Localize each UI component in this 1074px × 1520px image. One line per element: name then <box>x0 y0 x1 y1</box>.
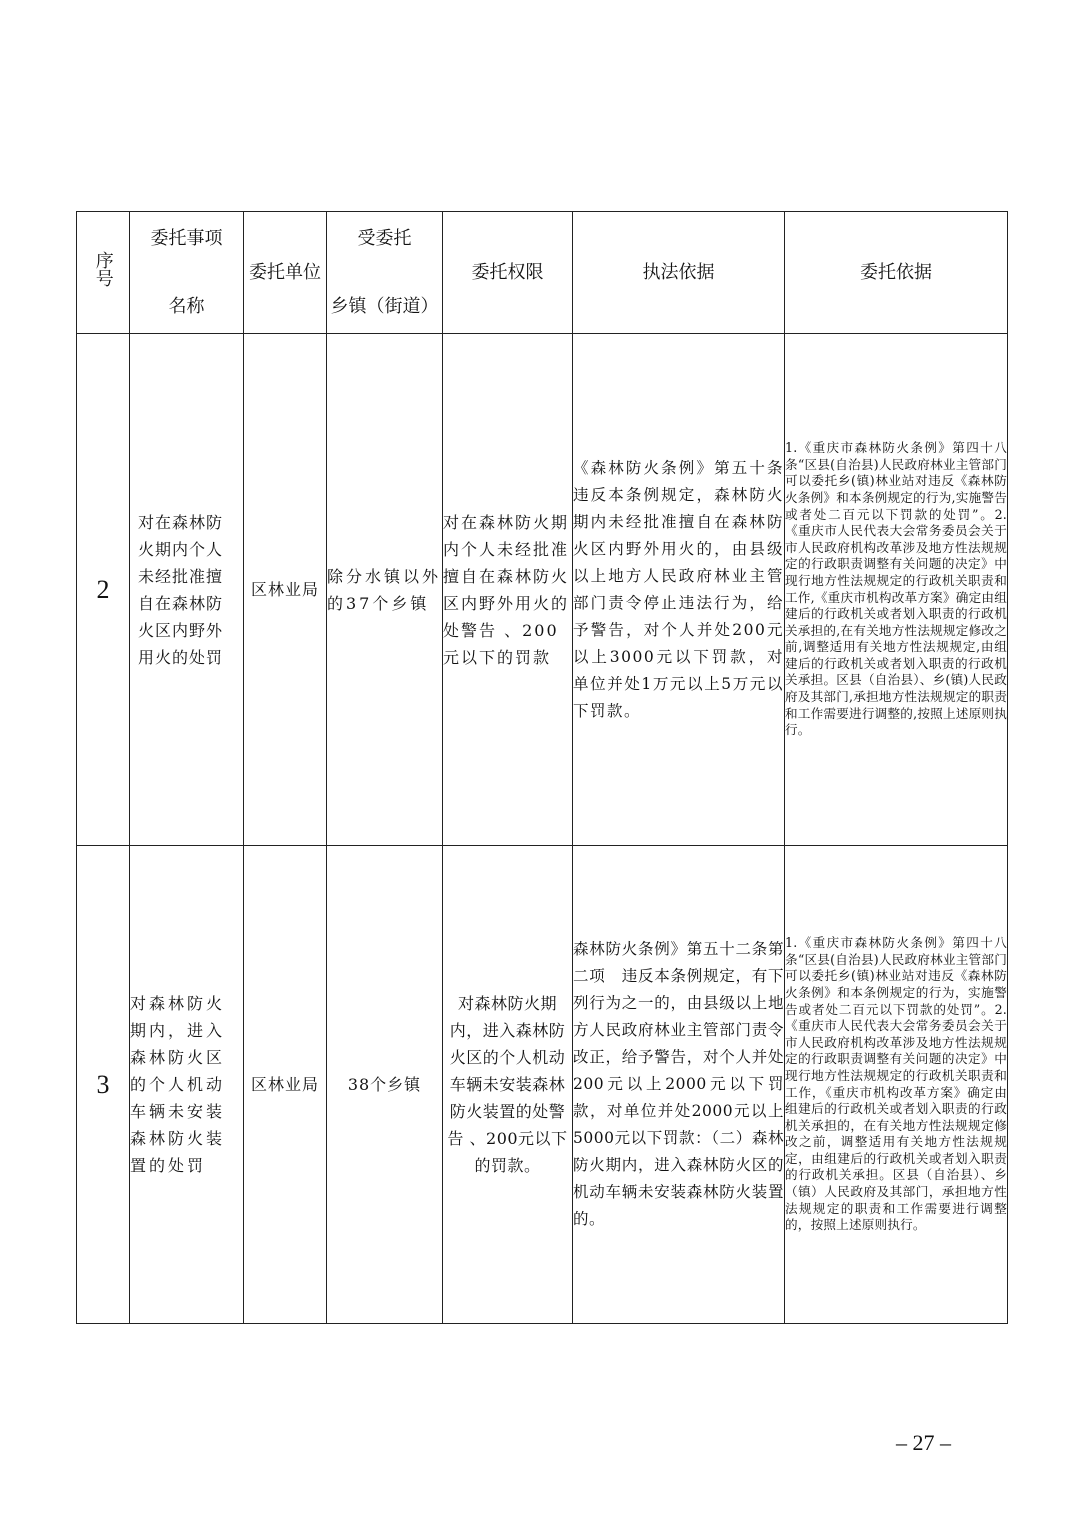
row-entrust-basis: 1.《重庆市森林防火条例》第四十八条“区县(自治县)人民政府林业主管部门可以委托乡(镇)林业站对违反《森林防火条例》和本条例规定的行为,实施警告或者处二百元以下罚款的处罚”。2.《重庆市人民代表大会常务委员会关于市人民政府机构改革涉及地方性法规规定的行政职责调整有关问题的决定》中现行地方性法规规定的行政机关职责和工作,《重庆市机构改革方案》确定由组建后的行政机关或者划入职责的行政机关承担的,在有关地方性法规规定修改之前,调整适用有关地方性法规规定,由组建后的行政机关或者划入职责的行政机关承担。区县（自治县）、乡(镇)人民政府及其部门,承担地方性法规规定的职责和工作需要进行调整的,按照上述原则执行。 <box>785 334 1008 846</box>
row-item: 对森林防火期内，进入森林防火区的个人机动车辆未安装森林防火装置的处罚 <box>130 846 244 1324</box>
row-entrust-basis: 1.《重庆市森林防火条例》第四十八条“区县(自治县)人民政府林业主管部门可以委托乡(镇)林业站对违反《森林防火条例》和本条例规定的行为，实施警告或者处二百元以下罚款的处罚”。2.《重庆市人民代表大会常务委员会关于市人民政府机构改革涉及地方性法规规定的行政职责调整有关问题的决定》中现行地方性法规规定的行政机关职责和工作，《重庆市机构改革方案》确定由组建后的行政机关或者划入职责的行政机关承担的，在有关地方性法规规定修改之前，调整适用有关地方性法规规定，由组建后的行政机关或者划入职责的行政机关承担。区县（自治县）、乡（镇）人民政府及其部门，承担地方性法规规定的职责和工作需要进行调整的，按照上述原则执行。 <box>785 846 1008 1324</box>
table-row <box>77 846 1008 1324</box>
row-enforcement: 森林防火条例》第五十二条第二项 违反本条例规定，有下列行为之一的，由县级以上地方人民政府林业主管部门责令改正，给予警告，对个人并处200元以上2000元以下罚款，对单位并处2000元以上5000元以下罚款：（二）森林防火期内，进入森林防火区的机动车辆未安装森林防火装置的。 <box>573 846 785 1324</box>
row-seq: 2 <box>77 334 130 846</box>
header-town <box>327 212 443 334</box>
header-enforcement: 执法依据 <box>573 212 785 334</box>
row-towns: 38个乡镇 <box>327 846 443 1324</box>
row-towns: 除分水镇以外的37个乡镇 <box>327 334 443 846</box>
header-town-line1: 受委托 <box>357 227 412 249</box>
header-town-line2: 乡镇（街道） <box>330 296 439 318</box>
header-item-line1: 委托事项 <box>150 227 223 249</box>
row-authority: 对在森林防火期内个人未经批准擅自在森林防火区内野外用火的处警告 、200 元以下的罚款 <box>443 334 573 846</box>
header-row <box>77 212 1008 334</box>
table-row <box>77 334 1008 846</box>
row-enforcement: 《森林防火条例》第五十条违反本条例规定，森林防火期内未经批准擅自在森林防火区内野外用火的，由县级以上地方人民政府林业主管部门责令停止违法行为，给予警告，对个人并处200元以上3000元以下罚款，对单位并处1万元以上5万元以下罚款。 <box>573 334 785 846</box>
header-unit: 委托单位 <box>244 212 327 334</box>
header-item-line2: 名称 <box>168 296 205 318</box>
row-unit: 区林业局 <box>244 334 327 846</box>
row-seq: 3 <box>77 846 130 1324</box>
header-seq: 序号 <box>77 212 130 334</box>
page-number: – 27 – <box>896 1430 951 1455</box>
header-authority: 委托权限 <box>443 212 573 334</box>
row-item: 对在森林防火期内个人未经批准擅自在森林防火区内野外用火的处罚 <box>130 334 244 846</box>
header-basis: 委托依据 <box>785 212 1008 334</box>
row-unit: 区林业局 <box>244 846 327 1324</box>
row-authority: 对森林防火期内，进入森林防火区的个人机动车辆未安装森林防火装置的处警告 、200元以下的罚款。 <box>443 846 573 1324</box>
entrustment-table <box>76 211 1008 1324</box>
header-item <box>130 212 244 334</box>
